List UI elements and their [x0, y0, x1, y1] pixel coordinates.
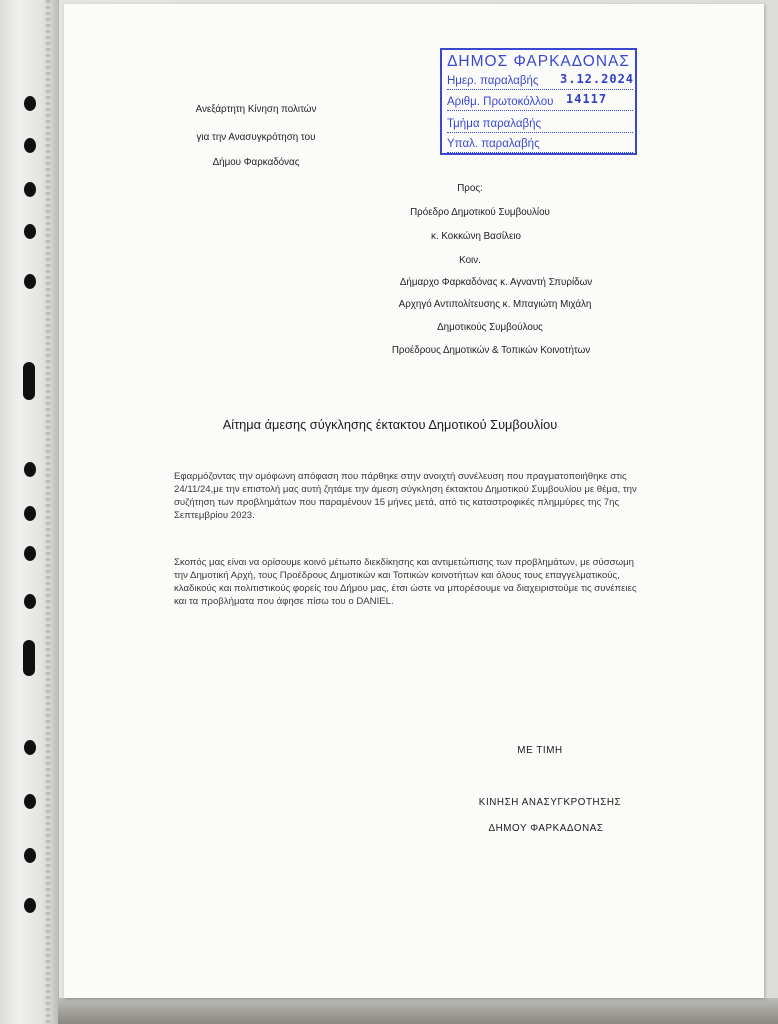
binder-hole [23, 640, 35, 676]
recipients-to-label: Προς: [457, 183, 483, 194]
recipient-line: κ. Κοκκώνη Βασίλειο [431, 231, 521, 242]
binder-hole [24, 740, 36, 755]
binder-hole [24, 224, 36, 239]
signature-line-1: ΚΙΝΗΣΗ ΑΝΑΣΥΓΚΡΟΤΗΣΗΣ [478, 797, 622, 808]
binder-hole [24, 594, 36, 609]
stamp-receipt-date-label: Ημερ. παραλαβής [447, 74, 633, 90]
letter-title: Αίτημα άμεσης σύγκλησης έκτακτου Δημοτικού Συμβουλίου [222, 417, 558, 432]
recipient-line: Δημοτικούς Συμβούλους [437, 322, 543, 333]
recipient-line: Αρχηγό Αντιπολίτευσης κ. Μπαγιώτη Μιχάλη [398, 299, 592, 310]
binder-hole [24, 138, 36, 153]
recipient-line: Πρόεδρο Δημοτικού Συμβουλίου [410, 207, 550, 218]
recipient-line: Προέδρους Δημοτικών & Τοπικών Κοινοτήτων [391, 345, 591, 356]
binder-hole [24, 506, 36, 521]
sender-line-1: Ανεξάρτητη Κίνηση πολιτών [195, 104, 317, 115]
stamp-department-label: Τμήμα παραλαβής [447, 117, 633, 133]
sender-line-3: Δήμου Φαρκαδόνας [212, 157, 300, 168]
binder-hole [24, 462, 36, 477]
body-paragraph-2: Σκοπός μας είναι να ορίσουμε κοινό μέτωπο διεκδίκησης και αντιμετώπισης των προβλημάτων, με σύσσωμη την Δημοτική Αρχή, τους Προέδρους Δημοτικών και Τοπικών κοινοτήτων και όλους τους επαγγελματικούς, κλαδικούς και πολιτιστικούς φορείς του Δήμου μας, έτσι ώστε να μπορέσουμε να διαχειριστούμε τις συνέπειες και τα προβλήματα που άφησε πίσω του ο DANIEL. [174, 557, 637, 607]
stamp-handwritten-protocol: 14117 [566, 92, 608, 106]
binder-hole [24, 794, 36, 809]
stamp-protocol-number-label: Αριθμ. Πρωτοκόλλου [447, 95, 633, 111]
body-paragraph-1: Εφαρμόζοντας την ομόφωνη απόφαση που πάρθηκε στην ανοιχτή συνέλευση που πραγματοποιήθηκε στις 24/11/24,με την επιστολή μας αυτή ζητάμε την άμεση σύγκληση έκτακτου Δημοτικού Συμβουλίου με θέμα, την συζήτηση των προβλημάτων που παραμένουν 15 μήνες μετά, από τις καταστροφικές πλημμύρες της 7ης Σεπτεμβρίου 2023. [174, 471, 637, 521]
protocol-stamp [440, 48, 637, 155]
sleeve-stripe [46, 0, 50, 1024]
binder-hole [24, 546, 36, 561]
binder-hole [24, 848, 36, 863]
binder-hole [24, 274, 36, 289]
stamp-title: ΔΗΜΟΣ ΦΑΡΚΑΔΟΝΑΣ [447, 53, 630, 70]
stamp-employee-label: Υπαλ. παραλαβής [447, 137, 633, 153]
recipient-line: Δήμαρχο Φαρκαδόνας κ. Αγναντή Σπυρίδων [399, 277, 593, 288]
binder-hole [24, 898, 36, 913]
binder-hole [24, 96, 36, 111]
binder-hole [23, 362, 35, 400]
signature-line-2: ΔΗΜΟΥ ΦΑΡΚΑΔΟΝΑΣ [488, 823, 604, 834]
background-surface [58, 998, 778, 1024]
stamp-handwritten-date: 3.12.2024 [560, 72, 635, 86]
sender-line-2: για την Ανασυγκρότηση του [196, 132, 316, 143]
recipients-cc-label: Κοιν. [459, 255, 481, 266]
binder-hole [24, 182, 36, 197]
closing-salutation: ΜΕ ΤΙΜΗ [517, 745, 563, 756]
